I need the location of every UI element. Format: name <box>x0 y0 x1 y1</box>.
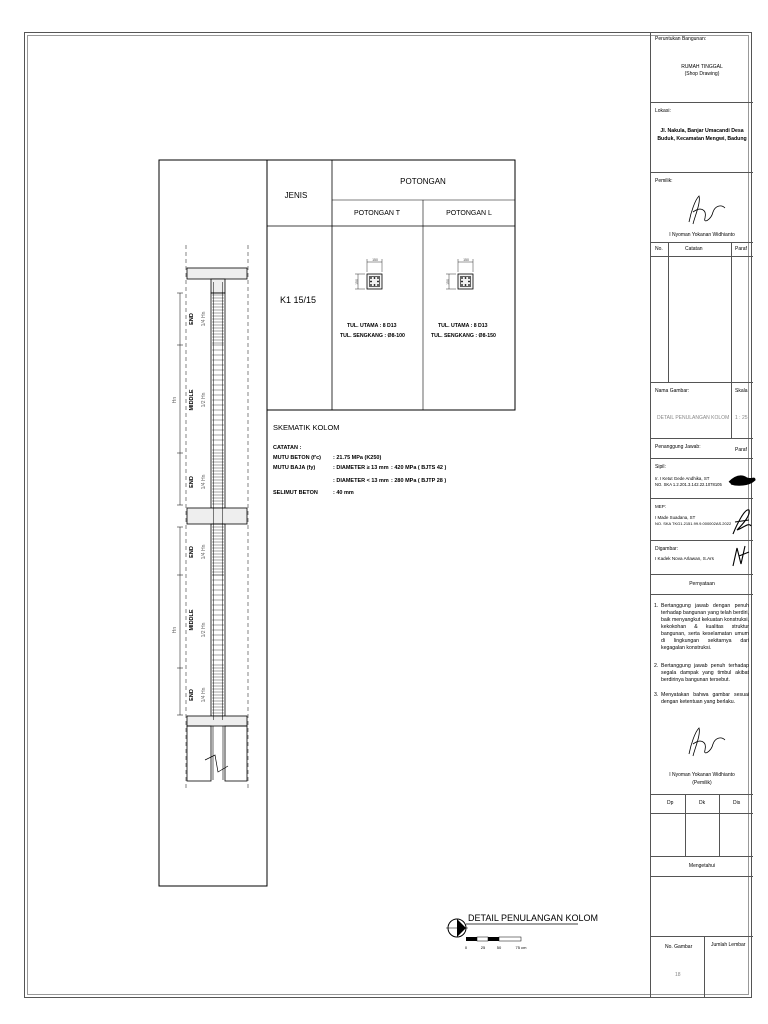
skala-value: 1 : 25 <box>735 415 748 421</box>
pemilik-sign-role: (Pemilik) <box>692 780 712 786</box>
note-row-3-value: : DIAMETER < 13 mm <box>333 478 389 484</box>
peruntukan-value-2: (Shop Drawing) <box>684 71 720 77</box>
header-potongan: POTONGAN <box>400 177 446 186</box>
section-t-dim-top: 150 <box>372 258 378 262</box>
section-l-tul-utama: TUL. UTAMA : 8 D13 <box>438 323 488 329</box>
nama-gambar-label: Nama Gambar: <box>655 388 690 394</box>
note-row-3-extra: : 280 MPa ( BJTP 28 ) <box>391 478 447 484</box>
pernyataan-title: Pernyataan <box>689 581 715 587</box>
digambar-signature <box>729 542 751 570</box>
sipil-name: Ir. I Ketut Gede Andhika, ST <box>655 476 710 481</box>
pernyataan-item-1: Bertanggung jawab dengan penuh terhadap bangunan yang telah berdiri, baik menyangkut kekuatan konstruksi, kekokohan & kualitas struktur bangunan, serta keselamatan umum di lingkungan sekitarnya dari kegagalan konstruksi. <box>661 603 749 651</box>
section-t-dim-side: 150 <box>355 279 359 285</box>
mengetahui: Mengetahui <box>688 863 716 869</box>
label-end-4: END <box>189 689 195 701</box>
note-row-2-value: : DIAMETER ≥ 13 mm <box>333 465 389 471</box>
stirrups <box>212 295 224 713</box>
catatan-label: CATATAN : <box>273 445 302 451</box>
mep-signature <box>729 504 753 538</box>
penanggung-label: Penanggung Jawab: <box>655 444 701 450</box>
section-l-dim-side: 150 <box>446 279 450 285</box>
drawing-title: DETAIL PENULANGAN KOLOM <box>468 913 599 923</box>
note-row-4-label: SELIMUT BETON <box>273 490 318 496</box>
lokasi-label: Lokasi: <box>655 108 671 114</box>
lokasi-value-1: Jl. Nakula, Banjar Umacandi Desa <box>660 128 744 134</box>
header-potongan-t: POTONGAN T <box>353 210 401 217</box>
peruntukan-label: Peruntukan Bangunan: <box>655 36 707 42</box>
no-gambar-label: No. Gambar <box>665 944 693 950</box>
paraf-label: Paraf <box>735 447 747 453</box>
section-t-tul-utama: TUL. UTAMA : 8 D13 <box>347 323 397 329</box>
nama-gambar-value: DETAIL PENULANGAN KOLOM <box>657 415 730 421</box>
mep-label: MEP: <box>655 504 667 509</box>
catatan-col-no: No. <box>655 246 663 252</box>
pemilik-label: Pemilik: <box>655 178 673 184</box>
digambar-name: I Kadek Nova Arlawan, S.Ars <box>655 556 714 561</box>
scale-tick-2: 50 <box>496 945 502 950</box>
note-row-1-label: MUTU BETON (f'c) <box>273 455 321 461</box>
sipil-signature <box>727 468 757 490</box>
catatan-col-catatan: Catatan <box>685 246 703 252</box>
pemilik-signature <box>681 192 731 230</box>
drawing-title-symbol <box>446 919 468 937</box>
pemilik-signature-2 <box>681 724 731 762</box>
note-row-1-value: : 21.75 MPa (K250) <box>333 455 382 461</box>
label-end-1: END <box>189 313 195 325</box>
label-quarter-4: 1/4 Hn <box>201 687 207 703</box>
label-half-2: 1/2 Hn <box>201 622 207 638</box>
header-potongan-l: POTONGAN L <box>446 210 492 217</box>
approval-dk: Dk <box>699 800 706 806</box>
skala-label: Skala <box>735 388 748 394</box>
label-half-1: 1/2 Hn <box>201 392 207 408</box>
section-l-drawing <box>446 259 473 289</box>
note-row-4-value: : 40 mm <box>333 490 354 496</box>
title-block: Peruntukan Bangunan: RUMAH TINGGAL (Shop Drawing) Lokasi: Jl. Nakula, Banjar Umacandi Desa Buduk, Kecamatan Mengwi, Badung Pemilik: I Nyoman Yokanan Widhianto No. Catatan Paraf Nama Gambar: Skala DETAIL PENULANGAN KOLOM 1 : 25 Penanggung Jawab: Paraf Sipil: Ir. I Ketut Gede Andhika, ST NO. SKA 1.2.201.3.142.22.1078105 MEP: I Made Suadana, ST NO. SKA TKG1.2151.99.9.000002AS.2022 Digambar: I Kadek Nova Arlawan, S.Ars Pernyataan 1. Bertanggung jawab dengan penuh terhadap bangunan yang telah berdiri, baik menyangkut kekuatan konstruksi, kekokohan & kualitas struktur bangunan, serta keselamatan umum di lingkungan sekitarnya dari kegagalan konstruksi. 2. Bertanggung jawab penuh terhadap segala dampak yang timbul akibat berdirinya bangunan tersebut. 3. Menyatakan bahwa gambar sesuai dengan ketentuan yang berlaku. I Nyoman Yokanan Widhianto (Pemilik) Dp Dk Dis Mengetahui No. Gambar Jumlah Lembar 18 <box>650 32 752 998</box>
mep-name: I Made Suadana, ST <box>655 515 696 520</box>
scale-tick-3: 75 cm <box>515 945 527 950</box>
approval-dis: Dis <box>733 800 741 806</box>
column-schematic <box>186 245 248 790</box>
section-l-dim-top: 150 <box>463 258 469 262</box>
jumlah-lembar-label: Jumlah Lembar <box>711 942 746 948</box>
lokasi-value-2: Buduk, Kecamatan Mengwi, Badung <box>657 136 747 142</box>
no-gambar-value: 18 <box>675 972 681 978</box>
mep-no: NO. SKA TKG1.2151.99.9.000002AS.2022 <box>655 521 732 526</box>
row-type: K1 15/15 <box>279 295 317 305</box>
pernyataan-item-2: Bertanggung jawab penuh terhadap segala dampak yang timbul akibat berdirinya bangunan tersebut. <box>661 663 749 683</box>
pernyataan-item-3: Menyatakan bahwa gambar sesuai dengan ketentuan yang berlaku. <box>661 692 749 705</box>
section-t-drawing <box>355 259 382 289</box>
note-row-2-extra: : 420 MPa ( BJTS 42 ) <box>391 465 447 471</box>
dimension-lines <box>177 293 183 715</box>
digambar-label: Digambar: <box>655 546 679 552</box>
pemilik-name: I Nyoman Yokanan Widhianto <box>669 232 735 238</box>
schematic-title: SKEMATIK KOLOM <box>273 423 340 432</box>
section-l-tul-sengkang: TUL. SENGKANG : Ø8-150 <box>431 333 496 339</box>
label-middle-2: MIDDLE <box>189 609 195 631</box>
sipil-no: NO. SKA 1.2.201.3.142.22.1078105 <box>655 482 722 487</box>
scale-tick-1: 25 <box>480 945 486 950</box>
label-quarter-1: 1/4 Hn <box>201 311 207 327</box>
sipil-label: Sipil: <box>655 464 666 470</box>
label-hn-1: Hn <box>172 396 178 404</box>
approval-dp: Dp <box>667 800 674 806</box>
pemilik-sign-name: I Nyoman Yokanan Widhianto <box>669 772 735 778</box>
label-quarter-2: 1/4 Hn <box>201 474 207 490</box>
peruntukan-value-1: RUMAH TINGGAL <box>681 64 723 70</box>
catatan-col-paraf: Paraf <box>735 246 747 252</box>
note-row-2-label: MUTU BAJA (fy) <box>273 465 316 471</box>
scale-tick-0: 0 <box>464 945 468 950</box>
scale-bar <box>466 937 521 941</box>
label-quarter-3: 1/4 Hn <box>201 544 207 560</box>
label-end-3: END <box>189 546 195 558</box>
section-t-tul-sengkang: TUL. SENGKANG : Ø8-100 <box>340 333 405 339</box>
label-hn-2: Hn <box>172 626 178 634</box>
label-end-2: END <box>189 476 195 488</box>
label-middle-1: MIDDLE <box>189 389 195 411</box>
header-jenis: JENIS <box>284 191 308 200</box>
